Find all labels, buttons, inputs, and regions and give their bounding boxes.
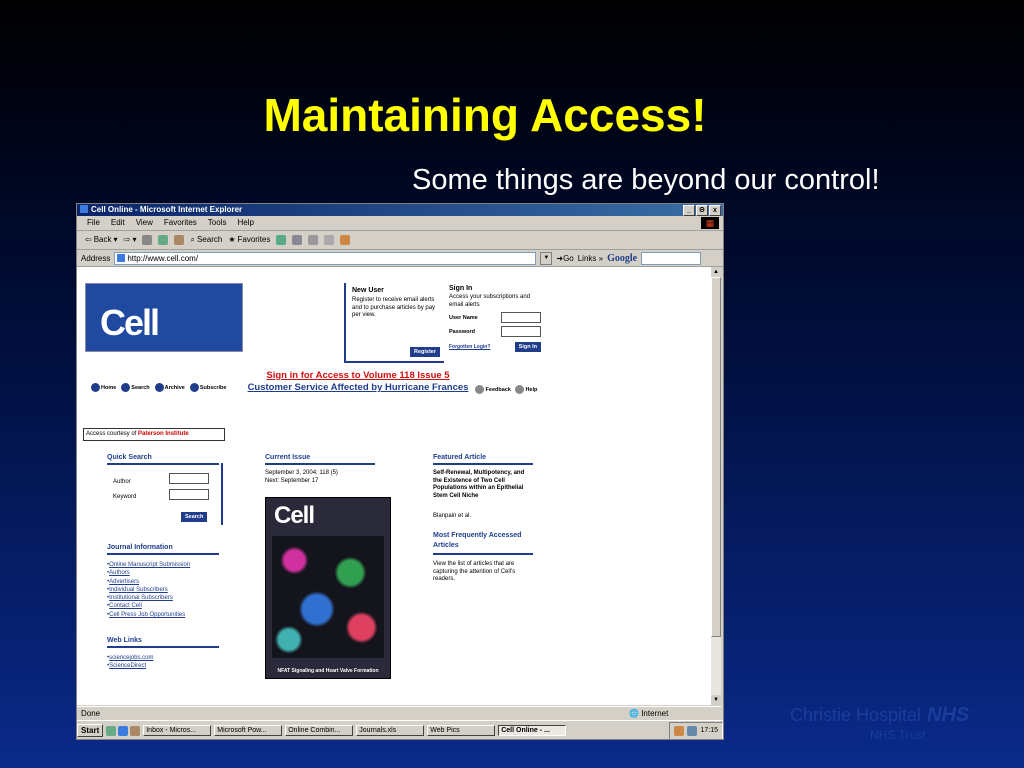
scroll-thumb[interactable] [711,277,721,637]
window-title: Cell Online - Microsoft Internet Explorer [91,205,243,214]
journal-info-links [107,561,190,619]
sign-in-text: Access your subscriptions and email alerts [449,294,531,308]
favorites-button[interactable]: ★ Favorites [228,231,270,249]
featured-title-link[interactable]: Self-Renewal, Multipotency, and the Existence of Two Cell Populations within an Epithelial Stem Cell Niche [433,470,525,499]
cover-title: Cell [274,502,315,529]
menu-edit[interactable]: Edit [110,218,125,227]
cover-artwork [272,536,384,658]
quick-search-heading: Quick Search [107,454,219,465]
outlook-icon[interactable] [130,726,140,736]
menu-tools[interactable]: Tools [207,218,227,227]
issue-cover[interactable] [265,497,391,679]
access-courtesy: Access courtesy of Paterson Institute [83,428,225,441]
cell-logo[interactable]: Cell [85,283,243,352]
task-journals-xls[interactable]: Journals.xls [356,725,424,736]
ie-launch-icon[interactable] [118,726,128,736]
password-input[interactable] [501,326,541,337]
close-button[interactable]: x [709,205,721,216]
back-button[interactable]: ⇦ Back ▾ [85,231,118,249]
web-links-heading: Web Links [107,637,219,648]
menu-view[interactable]: View [135,218,153,227]
menu-bar [77,216,723,231]
task-powerpoint[interactable]: Microsoft Pow... [214,725,282,736]
minimize-button[interactable]: _ [683,205,695,216]
desktop-icon[interactable] [106,726,116,736]
messenger-icon[interactable] [340,235,350,245]
task-online-combined[interactable]: Online Combin... [285,725,353,736]
status-text: Done [81,709,101,718]
link-institutional-subscribers[interactable]: •Institutional Subscribers [107,595,173,602]
clock: 17:15 [700,727,718,734]
link-job-opportunities[interactable]: •Cell Press Job Opportunities [107,611,186,618]
start-button[interactable]: Start [77,724,103,737]
address-bar [77,250,723,267]
windows-flag-icon: ▦ [701,217,719,229]
help-icon [515,385,524,394]
link-advertisers[interactable]: •Advertisers [107,578,140,585]
link-sciencedirect[interactable]: •ScienceDirect [107,663,147,670]
quick-search-box [105,463,223,525]
google-search-input[interactable] [641,252,701,265]
brand-trust: NHS Trust [870,728,926,742]
new-user-panel [344,283,444,363]
password-label: Password [449,328,475,335]
print-icon[interactable] [308,235,318,245]
ie-icon [80,205,88,213]
sign-in-button[interactable]: Sign In [515,342,541,352]
new-user-heading: New User [352,287,384,294]
feedback-icon [475,385,484,394]
favorites-icon: ★ [228,235,236,244]
archive-icon [155,383,164,392]
nav-home[interactable]: Home [91,383,116,392]
address-label: Address [81,253,111,263]
forgotten-login-link[interactable]: Forgotten Login? [449,344,491,350]
nav-archive[interactable]: Archive [155,383,185,392]
brand-name: Christie Hospital NHS [790,704,970,726]
forward-button[interactable]: ⇨ ▾ [123,235,137,244]
username-input[interactable] [501,312,541,323]
address-dropdown[interactable]: ▼ [540,252,552,265]
author-label: Author [113,479,131,485]
keyword-label: Keyword [113,494,137,500]
slide-title: Maintaining Access! [263,89,707,141]
volume-access-link[interactable]: Sign in for Access to Volume 118 Issue 5 [266,370,450,381]
featured-heading: Featured Article [433,454,533,465]
mail-icon[interactable] [292,235,302,245]
quick-search-button[interactable]: Search [181,512,207,522]
next-issue-date: Next: September 17 [265,478,319,484]
page-icon [117,254,125,262]
hurricane-notice-link[interactable]: Customer Service Affected by Hurricane Frances [247,382,469,393]
help-link[interactable]: Help [515,385,537,394]
task-web-pics[interactable]: Web Pics [427,725,495,736]
menu-file[interactable]: File [87,218,100,227]
nav-subscribe[interactable]: Subscribe [190,383,227,392]
task-inbox[interactable]: Inbox - Micros... [143,725,211,736]
nav-search[interactable]: Search [121,383,149,392]
search-icon [121,383,130,392]
search-button[interactable]: ⌕ Search [190,231,222,249]
sign-in-heading: Sign In [449,285,473,292]
journal-info-heading: Journal Information [107,544,219,555]
refresh-icon[interactable] [158,235,168,245]
zone-indicator: 🌐 Internet [629,709,669,718]
feedback-link[interactable]: Feedback [475,385,511,394]
link-manuscript[interactable]: •Online Manuscript Submission [107,562,191,568]
most-frequent-heading: Most Frequently Accessed Articles [433,531,533,555]
scroll-up-icon[interactable]: ▲ [711,267,721,277]
system-tray [669,722,723,740]
page-viewport [77,267,711,705]
go-button[interactable]: ➜Go [556,253,574,263]
tray-volume-icon[interactable] [674,726,684,736]
menu-favorites[interactable]: Favorites [163,218,197,227]
maximize-button[interactable]: Θ [696,205,708,216]
new-user-text: Register to receive email alerts and to purchase articles by pay per view. [352,297,436,318]
web-links-list [107,654,153,671]
home-icon[interactable] [174,235,184,245]
author-input[interactable] [169,473,209,484]
address-input[interactable]: http://www.cell.com/ [114,252,536,265]
link-contact-cell[interactable]: •Contact Cell [107,603,142,610]
edit-icon[interactable] [324,235,334,245]
link-sciencejobs[interactable]: •sciencejobs.com [107,655,154,661]
links-button[interactable]: Links » [577,253,604,263]
back-arrow-icon: ⇦ [85,235,92,244]
feedback-help [475,385,537,394]
sign-in-panel [447,283,543,363]
username-label: User Name [449,314,478,321]
menu-help[interactable]: Help [237,218,254,227]
current-issue-date: September 3, 2004; 118 (5) [265,470,338,476]
site-nav [91,383,226,392]
scroll-down-icon[interactable]: ▼ [711,695,721,705]
featured-authors: Blanpain et al. [433,513,472,519]
home-icon [91,383,100,392]
stop-icon[interactable] [142,235,152,245]
task-cell-online[interactable]: Cell Online - ... [498,725,566,736]
register-button[interactable]: Register [410,347,440,357]
link-authors[interactable]: •Authors [107,570,130,577]
quick-launch [106,726,140,736]
keyword-input[interactable] [169,489,209,500]
search-icon: ⌕ [190,235,195,244]
window-titlebar[interactable] [77,204,723,216]
current-issue-heading: Current Issue [265,454,375,465]
status-bar [77,706,721,720]
cover-caption: NFAT Signaling and Heart Valve Formation [277,668,379,674]
most-frequent-text: View the list of articles that are capturing the attention of Cell's readers. [433,561,516,582]
access-org: Paterson Institute [138,431,189,437]
slide-subtitle: Some things are beyond our control! [412,164,880,196]
vertical-scrollbar[interactable] [711,267,721,705]
nhs-logo: NHS [927,704,970,726]
ie-window [76,203,724,740]
taskbar [77,720,723,740]
history-icon[interactable] [276,235,286,245]
link-individual-subscribers[interactable]: •Individual Subscribers [107,586,168,593]
google-toolbar[interactable]: Google [607,252,638,264]
subscribe-icon [190,383,199,392]
tray-network-icon[interactable] [687,726,697,736]
toolbar [77,231,723,250]
announcements [243,370,473,394]
